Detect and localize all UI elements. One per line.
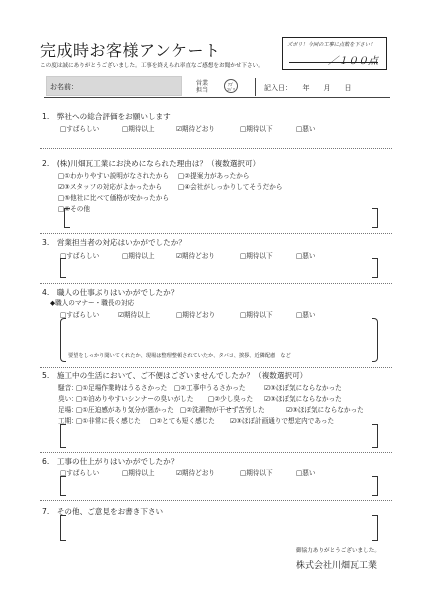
rep-label-line-1: 営業 (196, 80, 209, 87)
q2-option-6[interactable]: □⑥その他 (58, 205, 90, 213)
q5-question: 5. 施工中の生活において、ご不便はございませんでしたか？（複数選択可） (42, 371, 308, 380)
header-divider (255, 78, 256, 96)
q2-option-5[interactable]: □⑤他社に比べて価格が安かったから (58, 194, 170, 202)
separator (40, 148, 392, 149)
name-label: お名前： (50, 83, 78, 91)
rep-stamp (224, 79, 238, 93)
q1-option-3[interactable]: ☑期待どおり (176, 125, 215, 133)
q5-row-3-option-2[interactable]: □②洗濯物が干せず苦労した (180, 406, 265, 414)
q2-option-1[interactable]: □①わかりやすい説明がなされたから (58, 172, 170, 180)
q6-question: 6. 工事の仕上がりはいかがでしたか？ (42, 457, 179, 466)
score-caption: ズボリ！今回の工事に点数を下さい！ (287, 42, 376, 48)
q3-option-2[interactable]: □期待以上 (122, 252, 155, 260)
page-title: 完成時お客様アンケート (40, 41, 221, 60)
date-label: 記入日： 年 月 日 (264, 84, 352, 92)
q3-question: 3. 営業担当者の対応はいかがでしたか？ (42, 238, 186, 247)
q5-row-1-option-2[interactable]: □②工事中うるさかった (174, 384, 246, 392)
q5-row-4-option-2[interactable]: □②とても短く感じた (150, 417, 215, 425)
q3-option-4[interactable]: □期待以下 (240, 252, 273, 260)
q6-option-5[interactable]: □悪い (296, 469, 316, 477)
separator (40, 233, 392, 234)
q3-bracket-right (372, 258, 378, 278)
q6-bracket-left (60, 476, 66, 496)
q6-option-4[interactable]: □期待以下 (240, 469, 273, 477)
q4-option-1[interactable]: □すばらしい (60, 311, 100, 319)
q3-option-5[interactable]: □悪い (296, 252, 316, 260)
q5-row-2-option-2[interactable]: □②少し臭った (208, 395, 254, 403)
q2-option-3[interactable]: ☑③スタッフの対応がよかったから (58, 183, 163, 191)
q6-option-2[interactable]: □期待以上 (122, 469, 155, 477)
q4-subheading: ◆職人のマナー・職長の対応 (50, 299, 135, 307)
q5-row-3-option-1[interactable]: □①圧迫感があり気分が悪かった (76, 406, 174, 414)
q1-question: 1. 弊社への総合評価をお願いします (42, 112, 171, 121)
q3-option-1[interactable]: □すばらしい (60, 252, 100, 260)
q5-bracket-left (60, 424, 66, 448)
separator (40, 367, 392, 368)
q1-option-1[interactable]: □すばらしい (60, 125, 100, 133)
q5-row-4-option-3[interactable]: ☑③ほぼ計画通りで想定内であった (230, 417, 335, 425)
rep-label-line-2: 担当 (196, 87, 209, 94)
q6-option-1[interactable]: □すばらしい (60, 469, 100, 477)
q2-option-4[interactable]: □④会社がしっかりしてそうだから (178, 183, 283, 191)
q4-bracket-left (60, 318, 66, 362)
company-name: 株式会社川畑瓦工業 (296, 561, 378, 571)
q1-option-5[interactable]: □悪い (296, 125, 316, 133)
q5-row-1-option-3[interactable]: ☑③ほぼ気にならなかった (264, 384, 342, 392)
q5-row-4-label: 工期： (58, 417, 78, 425)
q5-row-3-option-3[interactable]: ☑③ほぼ気にならなかった (286, 406, 364, 414)
separator (40, 283, 392, 284)
header-rule (44, 97, 390, 98)
q2-option-2[interactable]: □②提案力があったから (178, 172, 250, 180)
separator (40, 452, 392, 453)
q5-bracket-right (372, 424, 378, 448)
q7-bracket-right (372, 515, 378, 541)
q5-row-2-option-1[interactable]: □①泊めりやすいシンナーの臭いがした (76, 395, 194, 403)
q7-bracket-left (60, 515, 66, 541)
q5-row-1-option-1[interactable]: □①足場作業時はうるさかった (76, 384, 168, 392)
q4-bracket-right (372, 318, 378, 362)
q4-option-3[interactable]: □期待どおり (176, 311, 216, 319)
q2-question: 2. (株)川畑瓦工業にお決めになられた理由は？（複数選択可） (42, 159, 261, 168)
score-box[interactable] (282, 37, 387, 70)
q7-question: 7. その他、ご意見をお書き下さい (42, 507, 164, 516)
stamp-text-1: ｱｽﾞ (228, 82, 234, 87)
rep-label (196, 80, 208, 94)
q5-row-1-label: 騒音： (58, 384, 78, 392)
q4-option-2[interactable]: ☑期待以上 (118, 311, 151, 319)
footer-thanks: 御協力ありがとうございました。 (296, 548, 380, 554)
q1-option-4[interactable]: □期待以下 (240, 125, 273, 133)
q5-row-2-option-3[interactable]: ☑③ほぼ気にならなかった (264, 395, 342, 403)
separator (40, 500, 392, 501)
q5-row-3-label: 足場： (58, 406, 78, 414)
q4-option-4[interactable]: □期待以下 (240, 311, 273, 319)
stamp-text-2: ｺﾊﾞﾘ (227, 87, 235, 92)
score-value: ／１００点 (328, 56, 378, 67)
q2-other-bracket-left (64, 208, 70, 228)
q4-note: 要望をしっかり聞いてくれたか、現場は整理整頓されていたか、タバコ、挨拶、近隣配慮 など (68, 353, 291, 359)
q3-option-3[interactable]: ☑期待どおり (176, 252, 215, 260)
q3-bracket-left (60, 258, 66, 278)
q2-other-bracket-right (372, 208, 378, 228)
q6-option-3[interactable]: ☑期待どおり (176, 469, 215, 477)
q5-row-2-label: 臭い： (58, 395, 78, 403)
q4-question: 4. 職人の仕事ぶりはいかがでしたか？ (42, 288, 179, 297)
q4-option-5[interactable]: □悪い (296, 311, 316, 319)
q1-option-2[interactable]: □期待以上 (122, 125, 155, 133)
q5-row-4-option-1[interactable]: □①非常に長く感じた (76, 417, 141, 425)
q6-bracket-right (372, 476, 378, 496)
intro-text: この度は誠にありがとうございました。工事を終えられ率直なご感想をお聞かせ下さい。 (40, 63, 264, 69)
